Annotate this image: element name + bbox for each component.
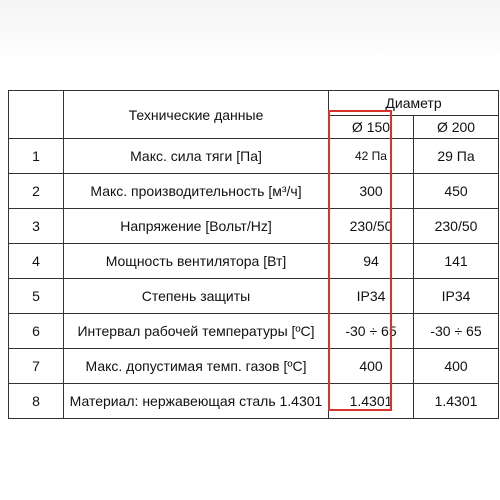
header-diameter: Диаметр xyxy=(329,91,499,116)
table-row xyxy=(9,279,499,314)
header-row xyxy=(9,91,499,116)
row-d150: 1.4301 xyxy=(329,384,414,419)
row-d200: 1.4301 xyxy=(414,384,499,419)
row-param: Макс. сила тяги [Па] xyxy=(64,139,329,174)
row-d200: -30 ÷ 65 xyxy=(414,314,499,349)
row-param: Материал: нержавеющая сталь 1.4301 xyxy=(64,384,329,419)
header-num-cell xyxy=(9,91,64,139)
row-num: 1 xyxy=(9,139,64,174)
row-num: 5 xyxy=(9,279,64,314)
table-row xyxy=(9,384,499,419)
table-row xyxy=(9,314,499,349)
table-row xyxy=(9,139,499,174)
row-d200: 400 xyxy=(414,349,499,384)
row-param: Степень защиты xyxy=(64,279,329,314)
row-param: Напряжение [Вольт/Hz] xyxy=(64,209,329,244)
header-d150: Ø 150 xyxy=(329,116,414,139)
row-d200: 141 xyxy=(414,244,499,279)
row-num: 7 xyxy=(9,349,64,384)
row-d150: IP34 xyxy=(329,279,414,314)
header-title: Технические данные xyxy=(64,91,329,139)
row-param: Интервал рабочей температуры [ºC] xyxy=(64,314,329,349)
row-param: Мощность вентилятора [Вт] xyxy=(64,244,329,279)
row-num: 8 xyxy=(9,384,64,419)
row-d150: 300 xyxy=(329,174,414,209)
row-d200: 29 Па xyxy=(414,139,499,174)
table-row xyxy=(9,349,499,384)
row-d150: 94 xyxy=(329,244,414,279)
row-d150: -30 ÷ 65 xyxy=(329,314,414,349)
table-row xyxy=(9,244,499,279)
row-d150: 400 xyxy=(329,349,414,384)
row-d150: 230/50 xyxy=(329,209,414,244)
header-d200: Ø 200 xyxy=(414,116,499,139)
table-row xyxy=(9,209,499,244)
row-d200: IP34 xyxy=(414,279,499,314)
row-num: 4 xyxy=(9,244,64,279)
row-param: Макс. допустимая темп. газов [ºC] xyxy=(64,349,329,384)
row-param: Макс. производительность [м³/ч] xyxy=(64,174,329,209)
table-row xyxy=(9,174,499,209)
row-d200: 450 xyxy=(414,174,499,209)
row-num: 6 xyxy=(9,314,64,349)
top-background xyxy=(0,0,500,60)
spec-table xyxy=(8,90,499,419)
row-d150: 42 Па xyxy=(329,139,414,174)
row-d200: 230/50 xyxy=(414,209,499,244)
row-num: 3 xyxy=(9,209,64,244)
row-num: 2 xyxy=(9,174,64,209)
